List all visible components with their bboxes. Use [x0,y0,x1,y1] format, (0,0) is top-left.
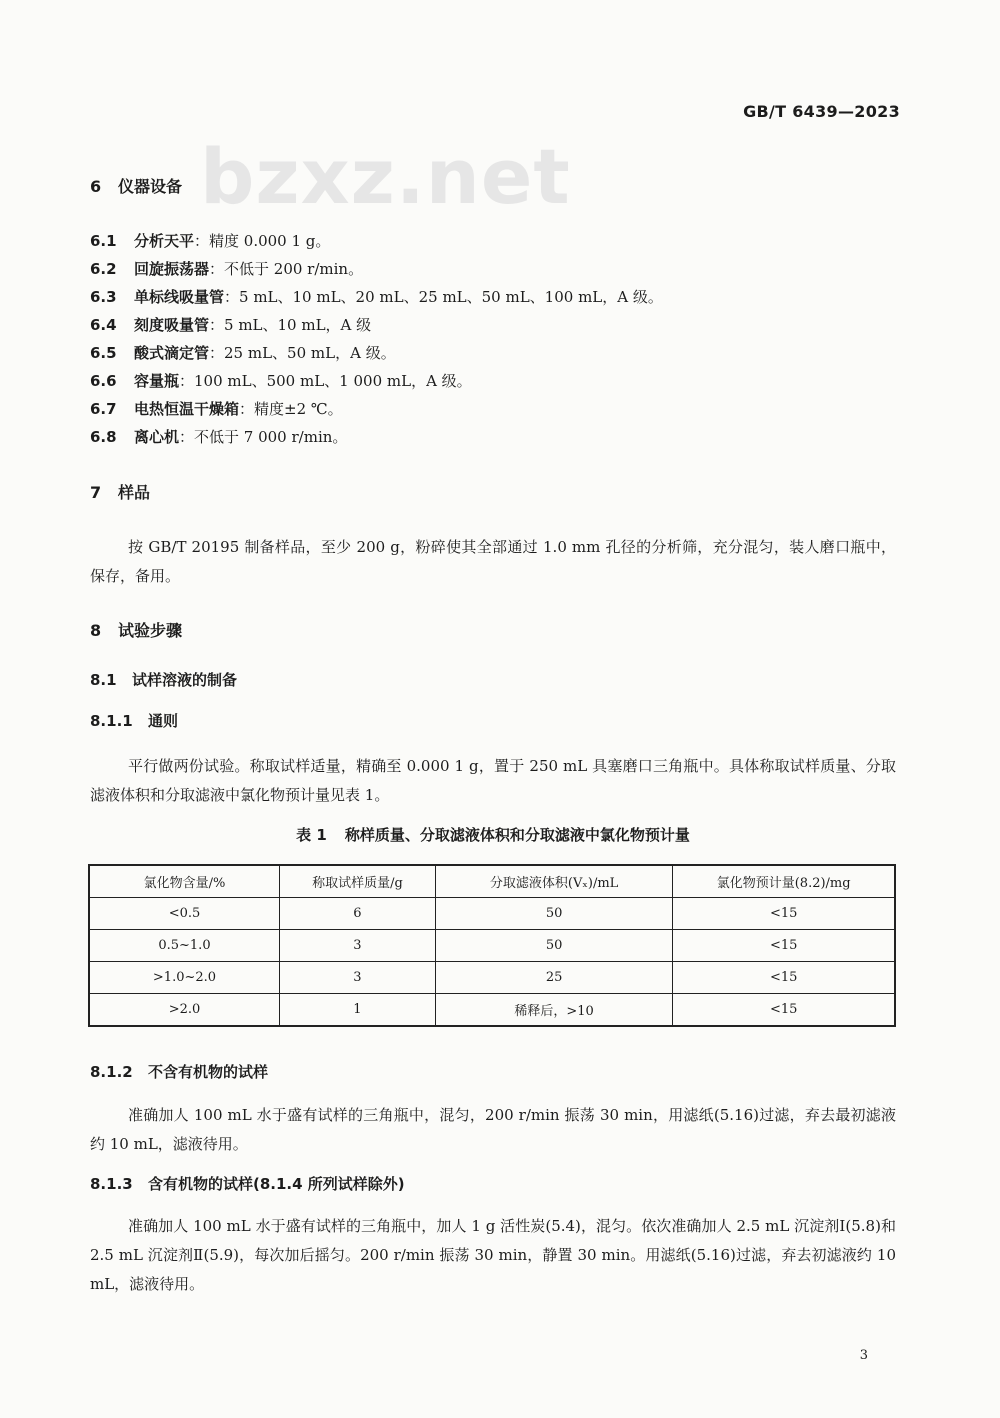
item-number: 6.3 [90,288,117,306]
subsection-number: 8.1.1 [90,712,133,730]
item-number: 6.1 [90,232,117,250]
sample-paragraph: 按 GB/T 20195 制备样品，至少 200 g，粉碎使其全部通过 1.0 mm 孔径的分析筛，充分混匀，装人磨口瓶中，保存，备用。 [90,538,896,585]
instrument-item [90,230,330,251]
item-name: 单标线吸量管 [134,288,225,306]
subsection-number: 8.1 [90,671,117,689]
chloride-table [88,864,896,1027]
item-name: 回旋振荡器 [134,260,210,278]
item-number: 6.2 [90,260,117,278]
table-cell: <15 [673,962,895,994]
table-cell: <15 [673,994,895,1027]
item-desc: ：100 mL、500 mL、1 000 mL，A 级。 [179,372,472,390]
table-cell: 0.5~1.0 [89,930,279,962]
instrument-item [90,314,371,335]
item-desc: ：5 mL、10 mL、20 mL、25 mL、50 mL、100 mL，A 级。 [224,288,663,306]
table-cell: <15 [673,898,895,930]
table-cell: 50 [435,930,672,962]
standard-code: GB/T 6439—2023 [743,102,900,121]
subsection-title: 含有机物的试样(8.1.4 所列试样除外) [148,1175,405,1193]
table-cell: 3 [279,962,435,994]
column-header: 称取试样质量/g [279,865,435,898]
subsection-title: 不含有机物的试样 [148,1063,269,1081]
section-8-heading [90,618,182,641]
section-title: 试验步骤 [118,621,183,640]
section-title: 样品 [118,483,151,502]
item-number: 6.6 [90,372,117,390]
no-organic-paragraph: 准确加人 100 mL 水于盛有试样的三角瓶中，混匀，200 r/min 振荡 30 min，用滤纸(5.16)过滤，弃去最初滤液约 10 mL，滤液待用。 [90,1106,896,1153]
section-number: 6 [90,177,102,196]
instrument-item [90,286,663,307]
table-cell: 25 [435,962,672,994]
instrument-item [90,258,363,279]
instrument-item [90,426,347,447]
general-paragraph: 平行做两份试验。称取试样适量，精确至 0.000 1 g，置于 250 mL 具塞磨口三角瓶中。具体称取试样质量、分取滤液体积和分取滤液中氯化物预计量见表 1。 [90,757,896,804]
table-cell: 3 [279,930,435,962]
organic-paragraph: 准确加人 100 mL 水于盛有试样的三角瓶中，加人 1 g 活性炭(5.4)，混匀。依次准确加人 2.5 mL 沉淀剂Ⅰ(5.8)和 2.5 mL 沉淀剂Ⅱ(5.9)，每次加后摇匀。200 r/min 振荡 30 min，静置 30 min。用滤纸(5.16)过滤，弃去初滤液约 10 mL，滤液待用。 [90,1217,896,1293]
table-caption [90,824,896,845]
item-desc: ：不低于 200 r/min。 [209,260,364,278]
section-7-heading [90,480,150,503]
subsection-8-1-1-heading [90,710,178,731]
section-6-heading [90,174,182,197]
table-cell: 6 [279,898,435,930]
instrument-item [90,342,396,363]
item-desc: ：精度±2 ℃。 [239,400,343,418]
section-title: 仪器设备 [118,177,183,196]
watermark: bzxz.net [200,132,571,221]
table-cell: >1.0~2.0 [89,962,279,994]
table-cell: <15 [673,930,895,962]
table-cell: 1 [279,994,435,1027]
table-number: 表 1 [296,826,327,844]
table-header-row [89,865,895,898]
item-desc: ：精度 0.000 1 g。 [194,232,331,250]
table-cell: <0.5 [89,898,279,930]
subsection-title: 试样溶液的制备 [132,671,238,689]
subsection-number: 8.1.3 [90,1175,133,1193]
section-number: 8 [90,621,102,640]
item-number: 6.4 [90,316,117,334]
subsection-8-1-3-heading [90,1173,405,1194]
instrument-item [90,398,343,419]
instrument-item [90,370,472,391]
subsection-title: 通则 [148,712,179,730]
item-name: 分析天平 [134,232,195,250]
column-header: 氯化物预计量(8.2)/mg [673,865,895,898]
table-row [89,898,895,930]
table-row [89,994,895,1027]
table-cell: >2.0 [89,994,279,1027]
item-name: 刻度吸量管 [134,316,210,334]
subsection-number: 8.1.2 [90,1063,133,1081]
table-row [89,930,895,962]
item-name: 电热恒温干燥箱 [134,400,240,418]
item-desc: ：25 mL、50 mL，A 级。 [209,344,396,362]
item-number: 6.8 [90,428,117,446]
section-number: 7 [90,483,102,502]
item-number: 6.7 [90,400,117,418]
item-name: 容量瓶 [134,372,180,390]
table-cell: 稀释后，>10 [435,994,672,1027]
item-name: 离心机 [134,428,180,446]
item-desc: ：5 mL、10 mL，A 级 [209,316,372,334]
table-row [89,962,895,994]
subsection-8-1-heading [90,669,237,690]
column-header: 分取滤液体积(Vₓ)/mL [435,865,672,898]
item-desc: ：不低于 7 000 r/min。 [179,428,348,446]
subsection-8-1-2-heading [90,1061,268,1082]
table-cell: 50 [435,898,672,930]
column-header: 氯化物含量/% [89,865,279,898]
table-title: 称样质量、分取滤液体积和分取滤液中氯化物预计量 [344,826,690,844]
page-number: 3 [859,1348,868,1363]
item-name: 酸式滴定管 [134,344,210,362]
item-number: 6.5 [90,344,117,362]
